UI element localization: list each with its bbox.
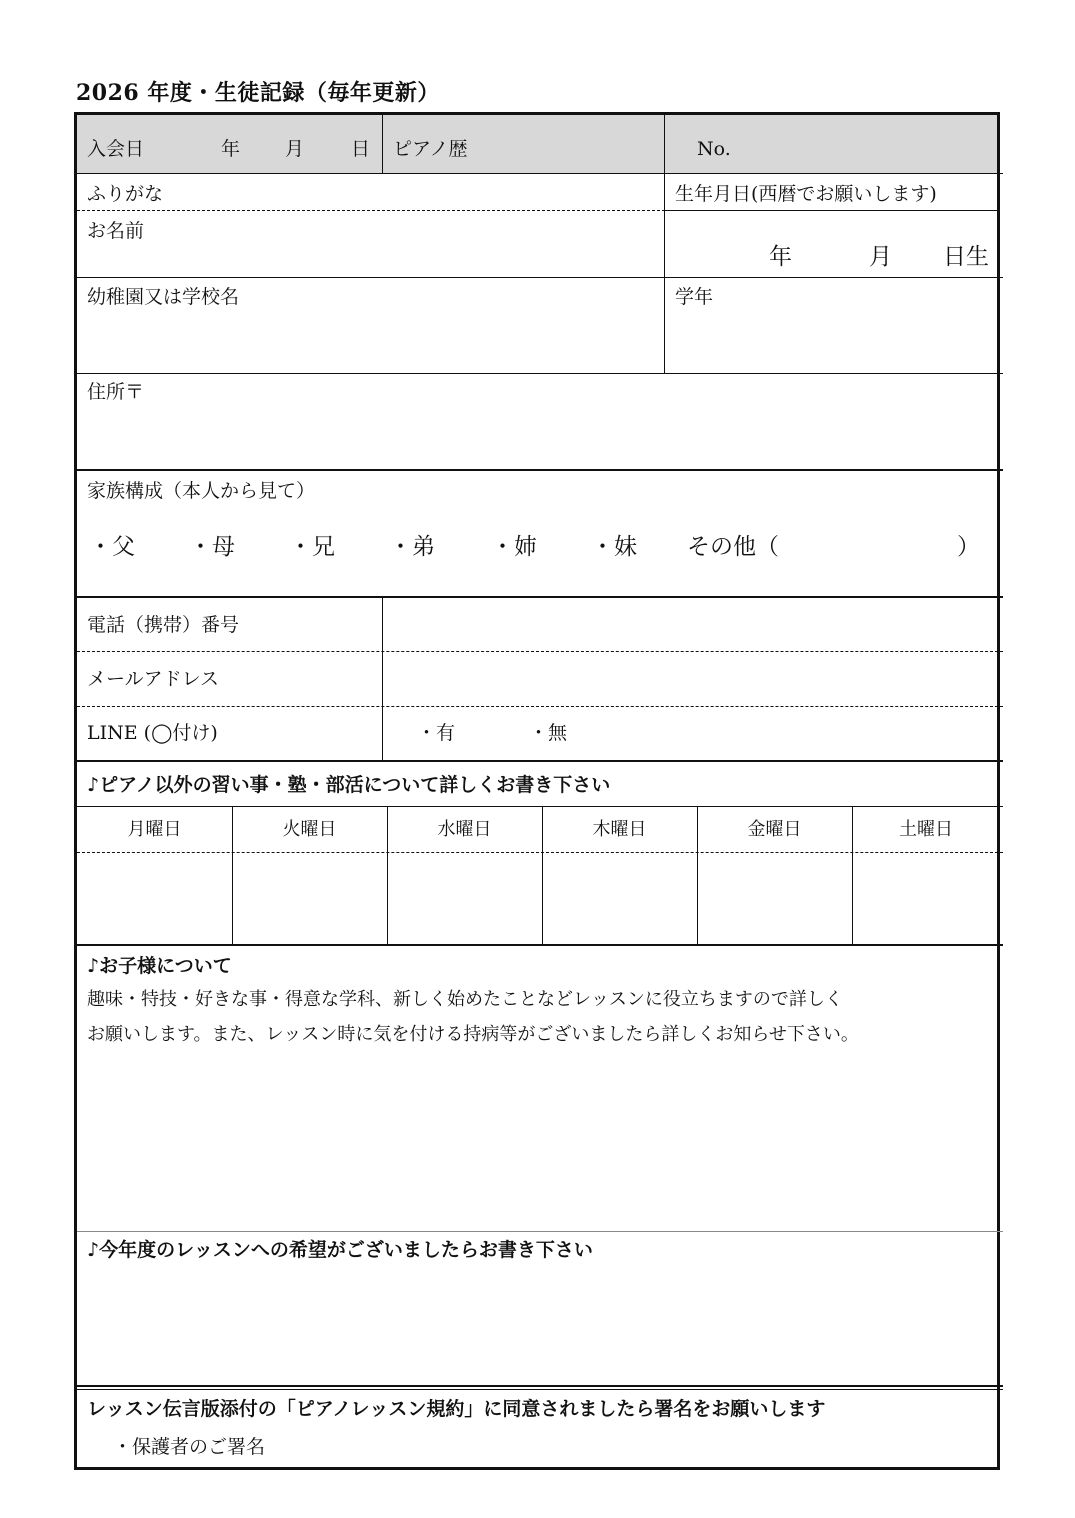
family-other: その他（ xyxy=(687,534,779,560)
day-saturday: 土曜日 xyxy=(899,819,953,840)
row-divider xyxy=(77,173,1003,174)
page-title: 2026 年度・生徒記録（毎年更新） xyxy=(76,80,440,106)
day-divider xyxy=(387,806,388,944)
address-label: 住所〒 xyxy=(87,381,145,403)
school-label: 幼稚園又は学校名 xyxy=(87,286,240,308)
furigana-label: ふりがな xyxy=(87,183,164,205)
line-yes-option: ・有 xyxy=(417,722,456,744)
birthdate-divider xyxy=(664,210,997,211)
consent-heading: レッスン伝言版添付の「ピアノレッスン規約」に同意されましたら署名をお願いします xyxy=(87,1398,826,1420)
row-divider xyxy=(77,373,1003,374)
line-label: LINE (◯付け) xyxy=(87,722,218,744)
name-label: お名前 xyxy=(87,220,145,242)
family-older-sister: ・姉 xyxy=(491,534,537,560)
about-child-heading: ♪お子様について xyxy=(87,955,232,977)
student-record-form xyxy=(74,112,1000,1470)
row-divider xyxy=(77,1231,1003,1232)
about-child-line-1: 趣味・特技・好きな事・得意な学科、新しく始めたことなどレッスンに役立ちますので詳しく xyxy=(87,989,843,1010)
day-divider xyxy=(232,806,233,944)
row-divider xyxy=(77,651,1003,652)
activities-heading: ♪ピアノ以外の習い事・塾・部活について詳しくお書き下さい xyxy=(87,774,611,796)
join-day-label: 日 xyxy=(351,138,371,160)
day-divider xyxy=(697,806,698,944)
row-divider xyxy=(77,1385,1003,1387)
birth-year-label: 年 xyxy=(769,244,792,270)
header-divider xyxy=(382,115,383,173)
family-younger-sister: ・妹 xyxy=(591,534,637,560)
join-date-label: 入会日 xyxy=(87,138,145,160)
furigana-divider xyxy=(77,210,665,211)
line-no-option: ・無 xyxy=(529,722,568,744)
row-divider xyxy=(77,596,1003,598)
day-thursday: 木曜日 xyxy=(592,819,647,840)
email-label: メールアドレス xyxy=(87,668,220,690)
right-column-divider xyxy=(664,115,665,373)
day-divider xyxy=(542,806,543,944)
join-year-label: 年 xyxy=(221,138,241,160)
day-divider xyxy=(852,806,853,944)
row-divider xyxy=(77,944,1003,946)
row-divider xyxy=(77,806,1003,807)
family-older-brother: ・兄 xyxy=(289,534,335,560)
row-divider xyxy=(77,706,1003,707)
grade-label: 学年 xyxy=(675,286,714,308)
wishes-heading: ♪今年度のレッスンへの希望がございましたらお書き下さい xyxy=(87,1239,593,1261)
about-child-line-2: お願いします。また、レッスン時に気を付ける持病等がございましたら詳しくお知らせ下さい。 xyxy=(87,1024,859,1045)
family-label: 家族構成（本人から見て） xyxy=(87,480,316,502)
family-younger-brother: ・弟 xyxy=(389,534,435,560)
birth-day-label: 日生 xyxy=(943,244,989,270)
day-tuesday: 火曜日 xyxy=(282,819,337,840)
day-friday: 金曜日 xyxy=(747,819,802,840)
birth-month-label: 月 xyxy=(869,244,892,270)
join-month-label: 月 xyxy=(285,138,305,160)
family-other-close: ） xyxy=(957,534,980,560)
row-divider xyxy=(77,469,1003,471)
header-row-background xyxy=(77,115,997,173)
birthdate-label: 生年月日(西暦でお願いします) xyxy=(675,183,937,205)
family-mother: ・母 xyxy=(189,534,235,560)
row-divider xyxy=(77,1389,1003,1390)
row-divider xyxy=(77,760,1003,762)
row-divider xyxy=(77,852,1003,853)
contact-divider xyxy=(382,596,383,760)
family-father: ・父 xyxy=(89,534,135,560)
guardian-signature-label: ・保護者のご署名 xyxy=(113,1436,266,1458)
number-label: No. xyxy=(697,138,731,160)
phone-label: 電話（携帯）番号 xyxy=(87,614,240,636)
row-divider xyxy=(77,277,1003,278)
day-wednesday: 水曜日 xyxy=(437,819,492,840)
day-monday: 月曜日 xyxy=(127,819,182,840)
piano-history-label: ピアノ歴 xyxy=(393,138,468,160)
